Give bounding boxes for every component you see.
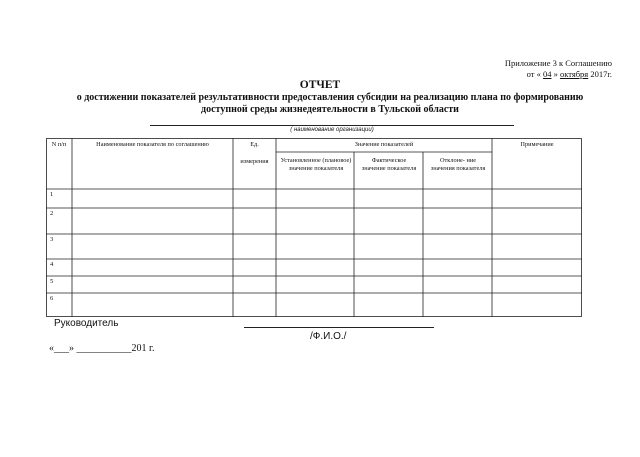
signature-line — [244, 327, 434, 328]
subtitle-line2: доступной среды жизнедеятельности в Тульской области — [201, 103, 459, 115]
appendix-day: 04 — [542, 69, 552, 79]
organization-line — [150, 125, 514, 126]
header-number: N п/п — [51, 141, 67, 148]
appendix-line1: Приложение 3 к Соглашению — [504, 58, 612, 68]
report-title: ОТЧЕТ — [299, 79, 341, 91]
header-unit-top: Ед. — [250, 141, 259, 148]
header-note: Примечание — [520, 141, 554, 148]
header-indicator-name: Наименование показателя по соглашению — [96, 141, 209, 148]
report-subtitle — [60, 92, 600, 115]
fio-label: /Ф.И.О./ — [310, 331, 347, 342]
row-number-2: 2 — [50, 210, 54, 217]
head-label: Руководитель — [54, 318, 119, 329]
indicators-table — [46, 138, 582, 317]
organization-caption: ( наименование организации) — [290, 127, 374, 133]
appendix-prefix: от « — [526, 69, 543, 79]
subtitle-line1: о достижении показателей результативности предоставления субсидии на реализацию плана по формированию — [76, 92, 584, 103]
header-actual-value: Фактическое значение показателя — [361, 157, 417, 172]
row-number-6: 6 — [50, 295, 54, 302]
appendix-month: октября — [559, 69, 589, 79]
appendix-mid: » — [551, 69, 560, 79]
header-unit-bottom: измерения — [240, 158, 269, 165]
appendix-note — [505, 58, 612, 80]
header-values: Значение показателей — [354, 141, 414, 148]
header-deviation: Отклоне- ние значения показателя — [430, 157, 486, 172]
row-number-4: 4 — [50, 261, 54, 268]
row-number-3: 3 — [50, 236, 54, 243]
row-number-5: 5 — [50, 278, 54, 285]
header-planned-value: Установленное (плановое) значение показателя — [280, 157, 352, 172]
appendix-year: 2017г. — [588, 69, 612, 79]
row-number-1: 1 — [50, 191, 54, 198]
date-placeholder: «___» ___________201 г. — [49, 343, 155, 354]
